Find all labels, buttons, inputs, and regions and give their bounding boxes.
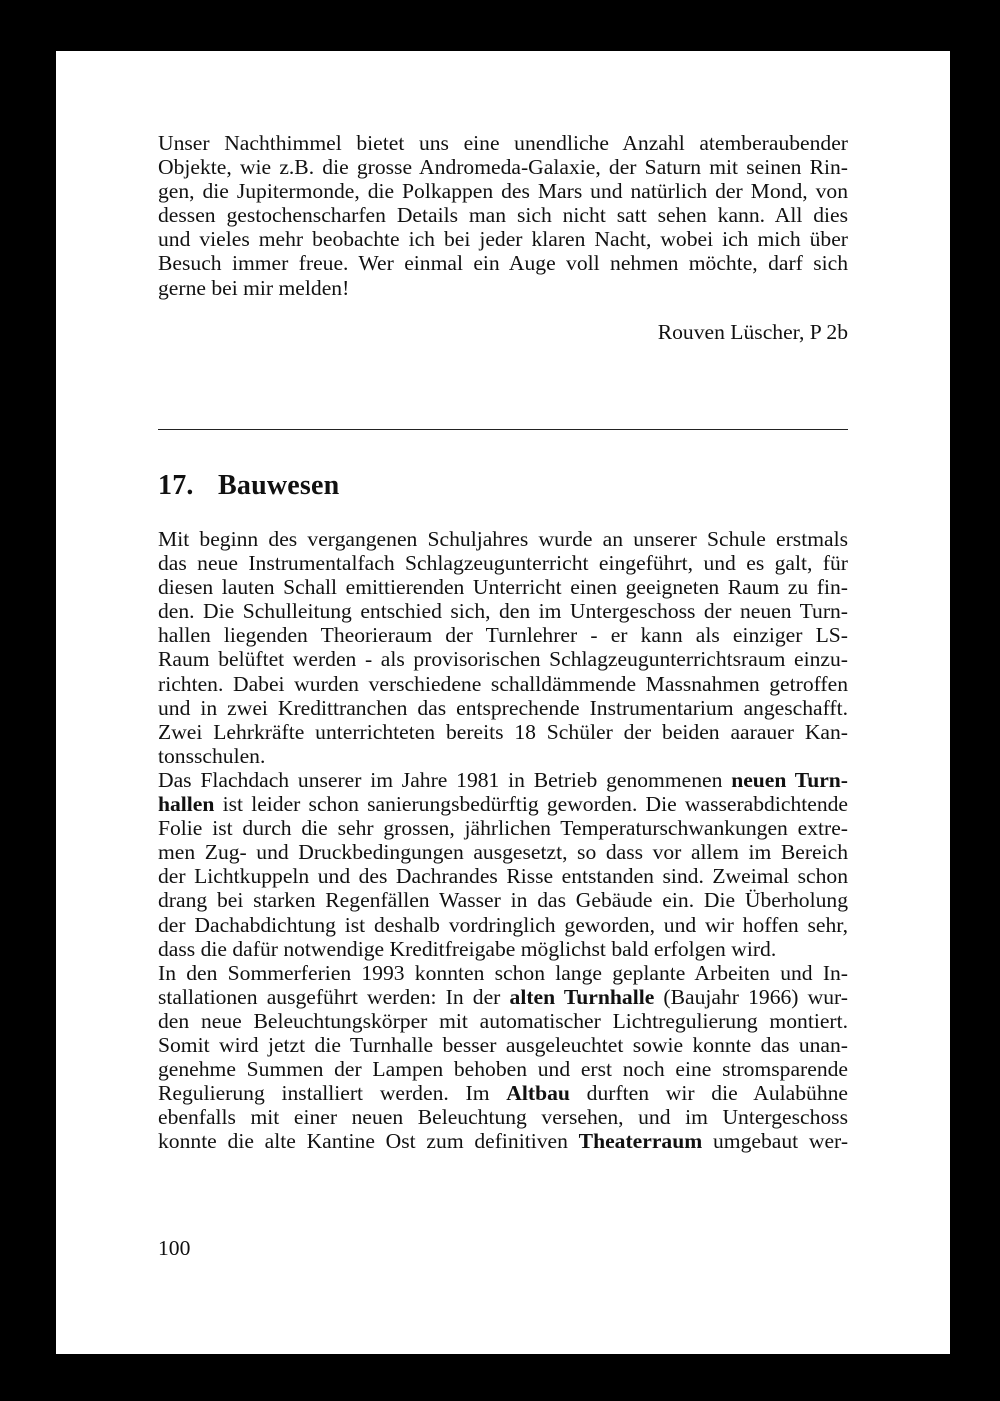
text-line: hallen liegenden Theorieraum der Turnlehrer - er kann als einziger LS- <box>158 623 848 648</box>
intro-paragraph <box>158 131 848 300</box>
section-number: 17. <box>158 470 194 501</box>
text-line: In den Sommerferien 1993 konnten schon lange geplante Arbeiten und In- <box>158 960 848 985</box>
text-line: dessen gestochenscharfen Details man sich nicht satt sehen kann. All dies <box>158 203 848 228</box>
text-line: gerne bei mir melden! <box>158 275 350 300</box>
text-line: men Zug- und Druckbedingungen ausgesetzt, so dass vor allem im Bereich <box>158 840 848 865</box>
section-title: Bauwesen <box>218 470 340 501</box>
text-line: hallen ist leider schon sanierungsbedürftig geworden. Die wasserabdichtende <box>158 792 848 817</box>
text-line: diesen lauten Schall emittierenden Unterricht einen geeigneten Raum zu fin- <box>158 575 848 600</box>
text-line: tonsschulen. <box>158 743 266 768</box>
section-heading <box>158 470 339 502</box>
bold-term: Theaterraum <box>578 1129 703 1154</box>
text-line: drang bei starken Regenfällen Wasser in das Gebäude ein. Die Überholung <box>158 888 848 913</box>
page-number: 100 <box>158 1236 191 1260</box>
text-line: richten. Dabei wurden verschiedene schalldämmende Massnahmen getroffen <box>158 671 848 696</box>
section-divider <box>158 429 848 430</box>
paragraph-music-room <box>158 527 848 768</box>
text-line: konnte die alte Kantine Ost zum definitiven Theaterraum umgebaut wer- <box>158 1129 849 1154</box>
text-line: stallationen ausgeführt werden: In der alten Turnhalle (Baujahr 1966) wur- <box>158 984 848 1009</box>
text-line: der Lichtkuppeln und des Dachrandes Risse entstanden sind. Zweimal schon <box>158 864 848 889</box>
text-line: dass die dafür notwendige Kreditfreigabe möglichst bald erfolgen wird. <box>158 936 777 961</box>
text-line: genehme Summen der Lampen behoben und erst noch eine stromsparende <box>158 1057 848 1082</box>
text-line: Besuch immer freue. Wer einmal ein Auge voll nehmen möchte, darf sich <box>158 251 848 276</box>
text-line: Folie ist durch die sehr grossen, jährlichen Temperaturschwankungen extre- <box>158 816 848 841</box>
body-text <box>158 527 848 1153</box>
text-line: Somit wird jetzt die Turnhalle besser ausgeleuchtet sowie konnte das unan- <box>158 1032 848 1057</box>
text-line: Raum belüftet werden - als provisorischen Schlagzeugunterrichtsraum einzu- <box>158 647 848 672</box>
text-line: Das Flachdach unserer im Jahre 1981 in Betrieb genommenen neuen Turn- <box>158 767 848 792</box>
text-line: gen, die Jupitermonde, die Polkappen des Mars und natürlich der Mond, von <box>158 179 848 204</box>
bold-term: hallen <box>158 792 215 817</box>
text-line: ebenfalls mit einer neuen Beleuchtung versehen, und im Untergeschoss <box>158 1105 848 1130</box>
bold-term: alten Turnhalle <box>509 984 655 1009</box>
text-line: Regulierung installiert werden. Im Altbau durften wir die Aulabühne <box>158 1081 848 1106</box>
text-line: Mit beginn des vergangenen Schuljahres wurde an unserer Schule erstmals <box>158 527 848 551</box>
text-line: das neue Instrumentalfach Schlagzeugunterricht eingeführt, und es galt, für <box>158 551 848 576</box>
text-line: Unser Nachthimmel bietet uns eine unendliche Anzahl atemberaubender <box>158 131 848 155</box>
paragraph-summer-works <box>158 961 848 1154</box>
text-line: Objekte, wie z.B. die grosse Andromeda-Galaxie, der Saturn mit seinen Rin- <box>158 155 848 180</box>
text-line: den neue Beleuchtungskörper mit automatischer Lichtregulierung montiert. <box>158 1008 848 1033</box>
text-line: der Dachabdichtung ist deshalb vordringlich geworden, und wir hoffen sehr, <box>158 912 848 937</box>
text-line: den. Die Schulleitung entschied sich, den im Untergeschoss der neuen Turn- <box>158 599 848 624</box>
document-page <box>56 51 950 1354</box>
text-line: und vieles mehr beobachte ich bei jeder klaren Nacht, wobei ich mich über <box>158 227 848 252</box>
author-signature: Rouven Lüscher, P 2b <box>657 320 848 344</box>
paragraph-flat-roof <box>158 768 848 961</box>
text-line: Zwei Lehrkräfte unterrichteten bereits 18 Schüler der beiden aarauer Kan- <box>158 719 848 744</box>
bold-term: Altbau <box>506 1081 570 1106</box>
bold-term: neuen Turn- <box>731 767 848 792</box>
text-line: und in zwei Kredittranchen das entsprechende Instrumentarium angeschafft. <box>158 695 848 720</box>
